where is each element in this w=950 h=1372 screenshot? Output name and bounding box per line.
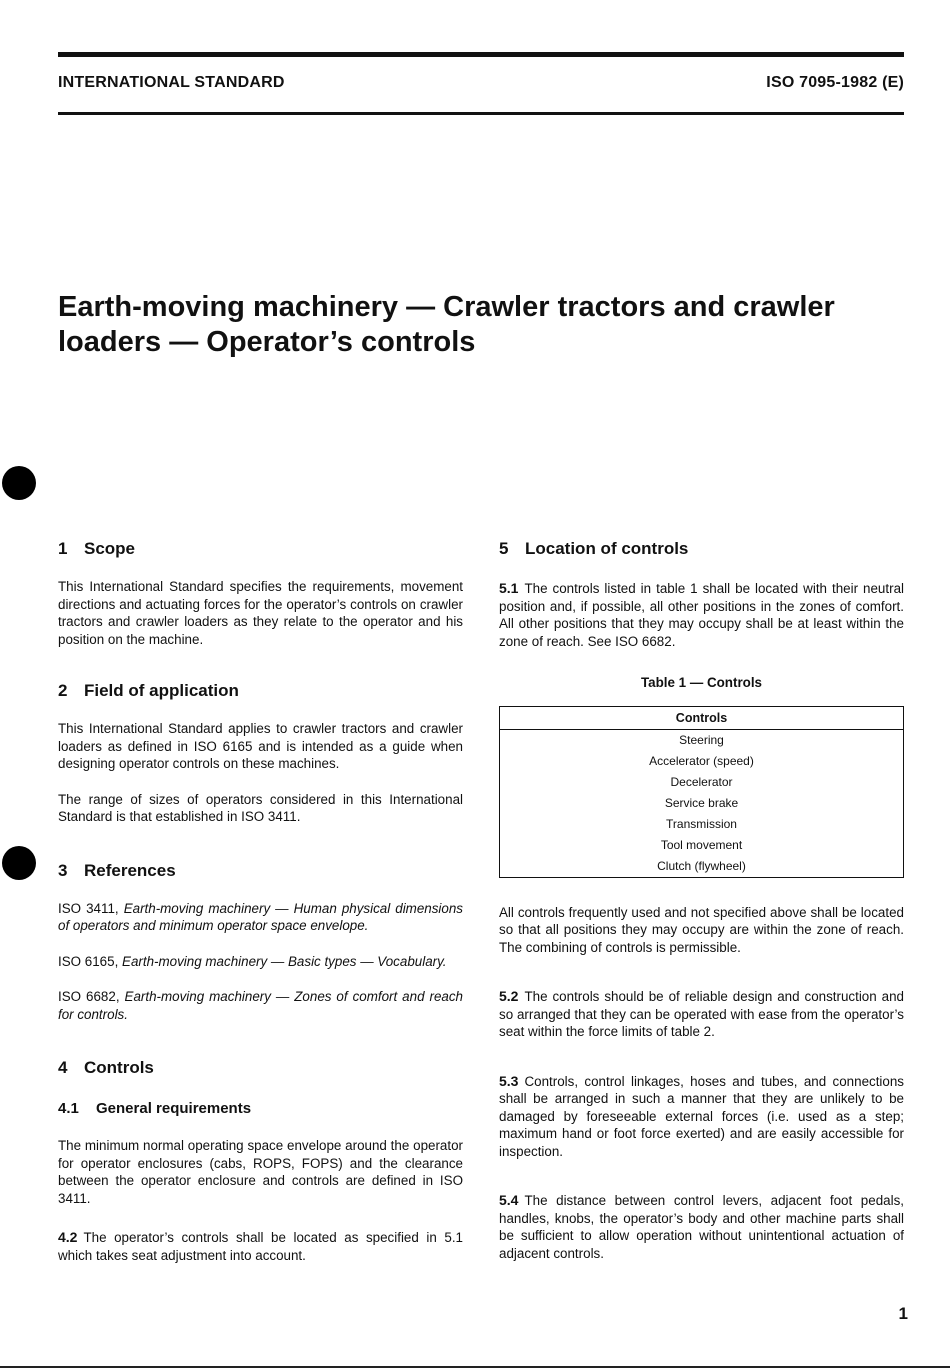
section-heading-field-of-application: 2 Field of application bbox=[58, 681, 239, 700]
title-line-2: loaders — Operator’s controls bbox=[58, 326, 476, 358]
table-row: Tool movement bbox=[660, 838, 743, 852]
clause-5-2: 5.2 The controls should be of reliable design and construction and so arranged that they can be operated with ease from the operator’s seat within the force limits of table 2. bbox=[499, 988, 904, 1039]
standard-number: ISO 7095-1982 (E) bbox=[766, 74, 904, 91]
header-top-rule bbox=[58, 52, 904, 57]
document-title bbox=[58, 290, 898, 360]
table-row: Accelerator (speed) bbox=[649, 754, 754, 768]
clause-5-3: 5.3 Controls, control linkages, hoses and tubes, and connections shall be arranged in such a manner that they are unlikely to be damaged by foreseeable external forces (i.e. used as a step; maximum hand or foot force exerted) and are easily accessible for inspection. bbox=[499, 1072, 904, 1159]
table-row: Clutch (flywheel) bbox=[657, 859, 746, 873]
document-type: INTERNATIONAL STANDARD bbox=[58, 74, 285, 91]
reference-item: ISO 6682, Earth-moving machinery — Zones of comfort and reach for controls. bbox=[58, 989, 463, 1022]
page-number: 1 bbox=[898, 1304, 908, 1323]
left-column bbox=[58, 538, 463, 1264]
section-heading-references: 3 References bbox=[58, 860, 176, 880]
section-heading-controls: 4 Controls bbox=[58, 1058, 154, 1077]
section-heading-scope: 1 Scope bbox=[58, 539, 136, 558]
clause-5-1: 5.1 The controls listed in table 1 shall be located with their neutral position and, if possible, all other positions in the zones of comfort. All other positions that they may occupy shall be at least within the zone of reach. See ISO 6682. bbox=[499, 580, 904, 649]
scope-text: This International Standard specifies the requirements, movement directions and actuating forces for the operator’s controls on crawler tractors and crawler loaders as they relate to the operator and his position on the machine. bbox=[58, 579, 463, 647]
table-row: Transmission bbox=[666, 817, 737, 831]
reference-item: ISO 3411, Earth-moving machinery — Human physical dimensions of operators and minimum operator space envelope. bbox=[58, 900, 463, 933]
subsection-heading-general-requirements: 4.1 General requirements bbox=[58, 1100, 252, 1117]
reference-item: ISO 6165, Earth-moving machinery — Basic types — Vocabulary. bbox=[58, 953, 447, 969]
punch-hole-mark bbox=[2, 846, 36, 880]
controls-table bbox=[499, 706, 904, 878]
title-line-1: Earth-moving machinery — Crawler tractors and crawler bbox=[58, 291, 835, 323]
section-heading-location-of-controls: 5 Location of controls bbox=[499, 539, 689, 558]
right-column bbox=[499, 538, 904, 1262]
clause-4-2: 4.2 The operator’s controls shall be located as specified in 5.1 which takes seat adjustment into account. bbox=[58, 1229, 463, 1263]
scan-bottom-edge bbox=[0, 1366, 950, 1368]
field-text-1: This International Standard applies to crawler tractors and crawler loaders as defined in ISO 6165 and is intended as a guide when designing operator controls on these machines. bbox=[58, 721, 463, 771]
header-bottom-rule bbox=[58, 112, 904, 115]
general-requirements-text: The minimum normal operating space envelope around the operator for operator enclosures (cabs, ROPS, FOPS) and the clearance between the operator enclosure and controls are defined in ISO 3411. bbox=[58, 1138, 463, 1206]
after-table-text: All controls frequently used and not specified above shall be located so that all positions they may occupy are within the zone of reach. The combining of controls is permissible. bbox=[499, 904, 904, 955]
punch-hole-mark bbox=[2, 466, 36, 500]
table-caption: Table 1 — Controls bbox=[640, 675, 763, 690]
field-text-2: The range of sizes of operators considered in this International Standard is that established in ISO 3411. bbox=[58, 791, 463, 824]
table-row: Steering bbox=[679, 733, 724, 747]
table-header: Controls bbox=[500, 706, 904, 729]
table-row: Service brake bbox=[664, 796, 739, 810]
table-row: Decelerator bbox=[670, 775, 733, 789]
clause-5-4: 5.4 The distance between control levers, adjacent foot pedals, handles, knobs, the operator’s body and other machine parts shall be sufficient to allow operation without unintentional actuation of adjacent controls. bbox=[499, 1192, 904, 1261]
